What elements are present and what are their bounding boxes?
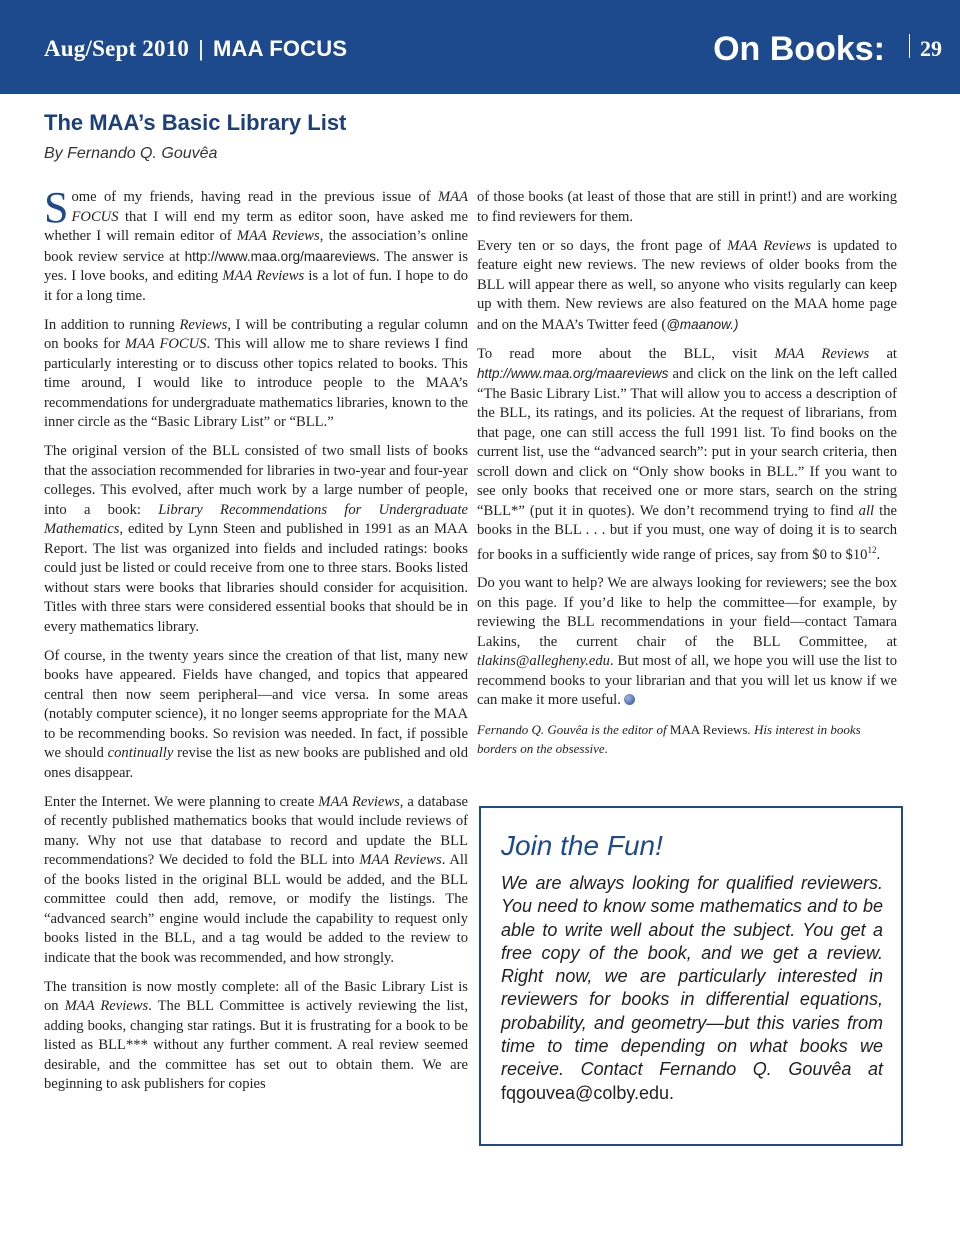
header-left [44, 36, 347, 62]
article-title: The MAA’s Basic Library List [44, 110, 347, 135]
section-title: On Books: [713, 30, 885, 68]
email-link[interactable]: tlakins@allegheny.edu [477, 653, 610, 670]
header-divider [909, 34, 910, 58]
join-the-fun-box [479, 806, 903, 1146]
page-number: 29 [920, 36, 942, 61]
box-body: We are always looking for qualified reviewers. You need to know some mathematics and to be able to write well about the subject. You get a free copy of the book, and we get a review. Right now, we are particularly interested in reviewers for books in differential equations, probability, and geometry—but this varies from time to time depending on what books we receive. Contact Fernando Q. Gouvêa at fqgouvea@colby.edu. [501, 873, 883, 1103]
maa-logo-bullet-icon [624, 694, 635, 705]
twitter-handle-link[interactable]: @maanow.) [666, 316, 739, 332]
right-column [477, 188, 897, 768]
paragraph: The original version of the BLL consisted of two small lists of books that the association recommended for libraries in two-year and four-year colleges. This evolved, after much work by a large number of people, into a book: Library Recommendations for Undergraduate Mathematics, edited by Lynn Steen and published in 1991 as an MAA Report. The list was organized into fields and included ratings: books could just be listed or could receive from one to three stars. Books listed without stars were books that libraries should consider for acquisition. Titles with three stars were considered essential books that should be in every mathematics library. [44, 443, 469, 635]
paragraph: Enter the Internet. We were planning to create MAA Reviews, a database of recently published mathematics books that would include reviews of many. Why not use that database to record and update the BLL recommendations? We decided to fold the BLL into MAA Reviews. All of the books listed in the original BLL would be added, and the BLL committee could then add, remove, or modify the listings. The “advanced search” engine would include the capability to request only books listed in the BLL, and a tag would be added to the review to indicate that the book was recommended, and how strongly. [44, 793, 469, 966]
paragraph: Of course, in the twenty years since the creation of that list, many new books have appeared. Fields have changed, and topics that appeared central then now seem peripheral—and vice versa. In some areas (notably computer science), it no longer seems appropriate for the MAA to be recommending books. So revision was needed. In fact, if possible we should continually revise the list as new books are published and old ones disappear. [44, 647, 468, 781]
contact-email-link[interactable]: fqgouvea@colby.edu. [501, 1082, 675, 1103]
paragraph: of those books (at least of those that are still in print!) and are working to find reviewers for them. [477, 189, 897, 225]
header-right [713, 30, 942, 69]
paragraph: Some of my friends, having read in the previous issue of MAA FOCUS that I will end my term as editor soon, have asked me whether I will remain editor of MAA Reviews, the association’s online book review service at http://www.maa.org/maareviews. The answer is yes. I love books, and editing MAA Reviews is a lot of fun. I hope to do it for a long time. [44, 183, 469, 304]
left-column [44, 183, 469, 1104]
box-title: Join the Fun! [501, 830, 663, 861]
magazine-name: MAA FOCUS [213, 36, 348, 61]
header-separator: | [198, 36, 205, 61]
paragraph: Do you want to help? We are always looking for reviewers; see the box on this page. If you’d like to help the committee—for example, by reviewing the BLL recommendations in your field—contact Tamara Lakins, the current chair of the BLL Committee, at tlakins@allegheny.edu. But most of all, we hope you will use the list to recommend books to your librarian and that you will let us know if we can make it more useful. [477, 575, 897, 709]
paragraph: In addition to running Reviews, I will be contributing a regular column on books for MAA FOCUS. This will allow me to share reviews I find particularly interesting or to discuss other topics related to books. This time around, I would like to introduce people to the MAA’s recommendations for undergraduate mathematics libraries, known to the inner circle as the “Basic Library List” or “BLL.” [44, 316, 468, 430]
maa-reviews-link[interactable]: http://www.maa.org/maareviews [477, 366, 669, 381]
article-byline: By Fernando Q. Gouvêa [44, 145, 218, 162]
drop-cap: S [44, 183, 69, 232]
author-bio: Fernando Q. Gouvêa is the editor of MAA Reviews. His interest in books borders on the obsessive. [477, 722, 861, 757]
paragraph: Every ten or so days, the front page of MAA Reviews is updated to feature eight new reviews. The new reviews of older books from the BLL will appear there as well, so anyone who visits regularly can keep up with them. New reviews are also featured on the MAA home page and on the MAA’s Twitter feed (@maanow.) [477, 237, 898, 333]
page-header [0, 0, 960, 94]
paragraph: To read more about the BLL, visit MAA Reviews at http://www.maa.org/maareviews and click on the link on the left called “The Basic Library List.” That will allow you to access a description of the BLL, its ratings, and its policies. At the request of librarians, from that page, one can still access the full 1991 list. To find books on the current list, use the “advanced search”: put in your search criteria, then scroll down and click on “Only show books in BLL.” If you want to see only books that received one or more stars, search on the string “BLL*” (put it in quotes). We don’t recommend trying to find all the books in the BLL . . . but if you must, one way of doing it is to search for books in a sufficiently wide range of prices, say from $0 to $\$10^{12}$. [477, 345, 897, 563]
maa-reviews-link[interactable]: http://www.maa.org/maareviews [184, 248, 376, 264]
paragraph: The transition is now mostly complete: all of the Basic Library List is on MAA Reviews. The BLL Committee is actively reviewing the list, adding books, changing star ratings. But it is frustrating for a book to be listed as BLL*** without any further comment. A real review seemed desirable, and the committee has set out to obtain them. We are beginning to ask publishers for copies [44, 978, 468, 1092]
issue-date: Aug/Sept 2010 [44, 36, 190, 61]
